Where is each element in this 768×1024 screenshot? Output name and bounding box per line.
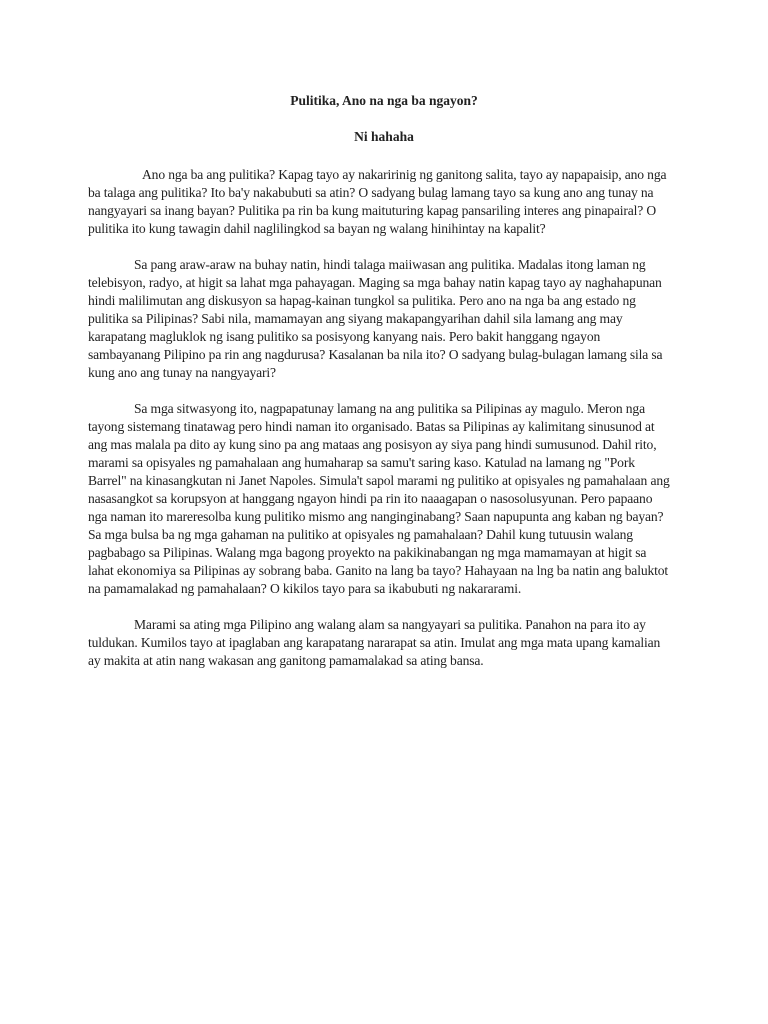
paragraph-3: Sa mga sitwasyong ito, nagpapatunay lamang na ang pulitika sa Pilipinas ay magulo. Meron nga tayong sistemang tinatawag pero hindi naman ito organisado. Batas sa Pilipinas ay kalimitang sinusunod at ang mas malala pa dito ay kung sino pa ang mataas ang posisyon ay siya pang hindi sumusunod. Dahil rito, marami sa opisyales ng pamahalaan ang humaharap sa samu't saring kaso. Katulad na lamang ng "Pork Barrel" na kinasangkutan ni Janet Napoles. Simula't sapol marami ng pulitiko at opisyales ng pamahalaan ang nasasangkot sa korupsyon at hanggang ngayon hindi pa rin ito naaagapan o nasosolusyunan. Pero papaano nga naman ito mareresolba kung pulitiko mismo ang nanginginabang? Saan napupunta ang kaban ng bayan? Sa mga bulsa ba ng mga gahaman na pulitiko at opisyales ng pamahalaan? Dahil kung tutuusin walang pagbabago sa Pilipinas. Walang mga bagong proyekto na pakikinabangan ng mga mamamayan at higit sa lahat ekonomiya sa Pilipinas ay sobrang baba. Ganito na lang ba tayo? Hahayaan na lng ba natin ang baluktot na pamamalakad ng pamahalaan? O kikilos tayo para sa ikabubuti ng nakararami.: [88, 401, 670, 596]
document-body: [88, 166, 672, 670]
paragraph-4: Marami sa ating mga Pilipino ang walang alam sa nangyayari sa pulitika. Panahon na para ito ay tuldukan. Kumilos tayo at ipaglaban ang karapatang nararapat sa atin. Imulat ang mga mata upang kamalian ay makita at atin nang wakasan ang ganitong pamamalakad sa ating bansa.: [88, 617, 661, 668]
paragraph-2: Sa pang araw-araw na buhay natin, hindi talaga maiiwasan ang pulitika. Madalas itong laman ng telebisyon, radyo, at higit sa lahat mga pahayagan. Maging sa mga bahay natin kapag tayo ay naghahapunan hindi malilimutan ang diskusyon sa hapag-kainan tungkol sa pulitika. Pero ano na nga ba ang estado ng pulitika sa Pilipinas? Sabi nila, mamamayan ang siyang makapangyarihan dahil sila lamang ang may karapatang magluklok ng isang pulitiko sa posisyong kanyang nais. Pero bakit hanggang ngayon sambayanang Pilipino pa rin ang nagdurusa? Kasalanan ba nila ito? O sadyang bulag-bulagan lamang sila sa kung ano ang tunay na nangyayari?: [88, 257, 663, 380]
document-author: Ni hahaha: [354, 129, 414, 144]
document-title: Pulitika, Ano na nga ba ngayon?: [290, 93, 478, 108]
paragraph-1: Ano nga ba ang pulitika? Kapag tayo ay nakaririnig ng ganitong salita, tayo ay napapaisip, ano nga ba talaga ang pulitika? Ito ba'y nakabubuti sa atin? O sadyang bulag lamang tayo sa kung ano ang tunay na nangyayari sa inang bayan? Pulitika pa rin ba kung maituturing kapag pansariling interes ang pinapairal? O pulitika ito kung tawagin dahil naglilingkod sa bayan ng walang hinihintay na kapalit?: [88, 167, 667, 236]
